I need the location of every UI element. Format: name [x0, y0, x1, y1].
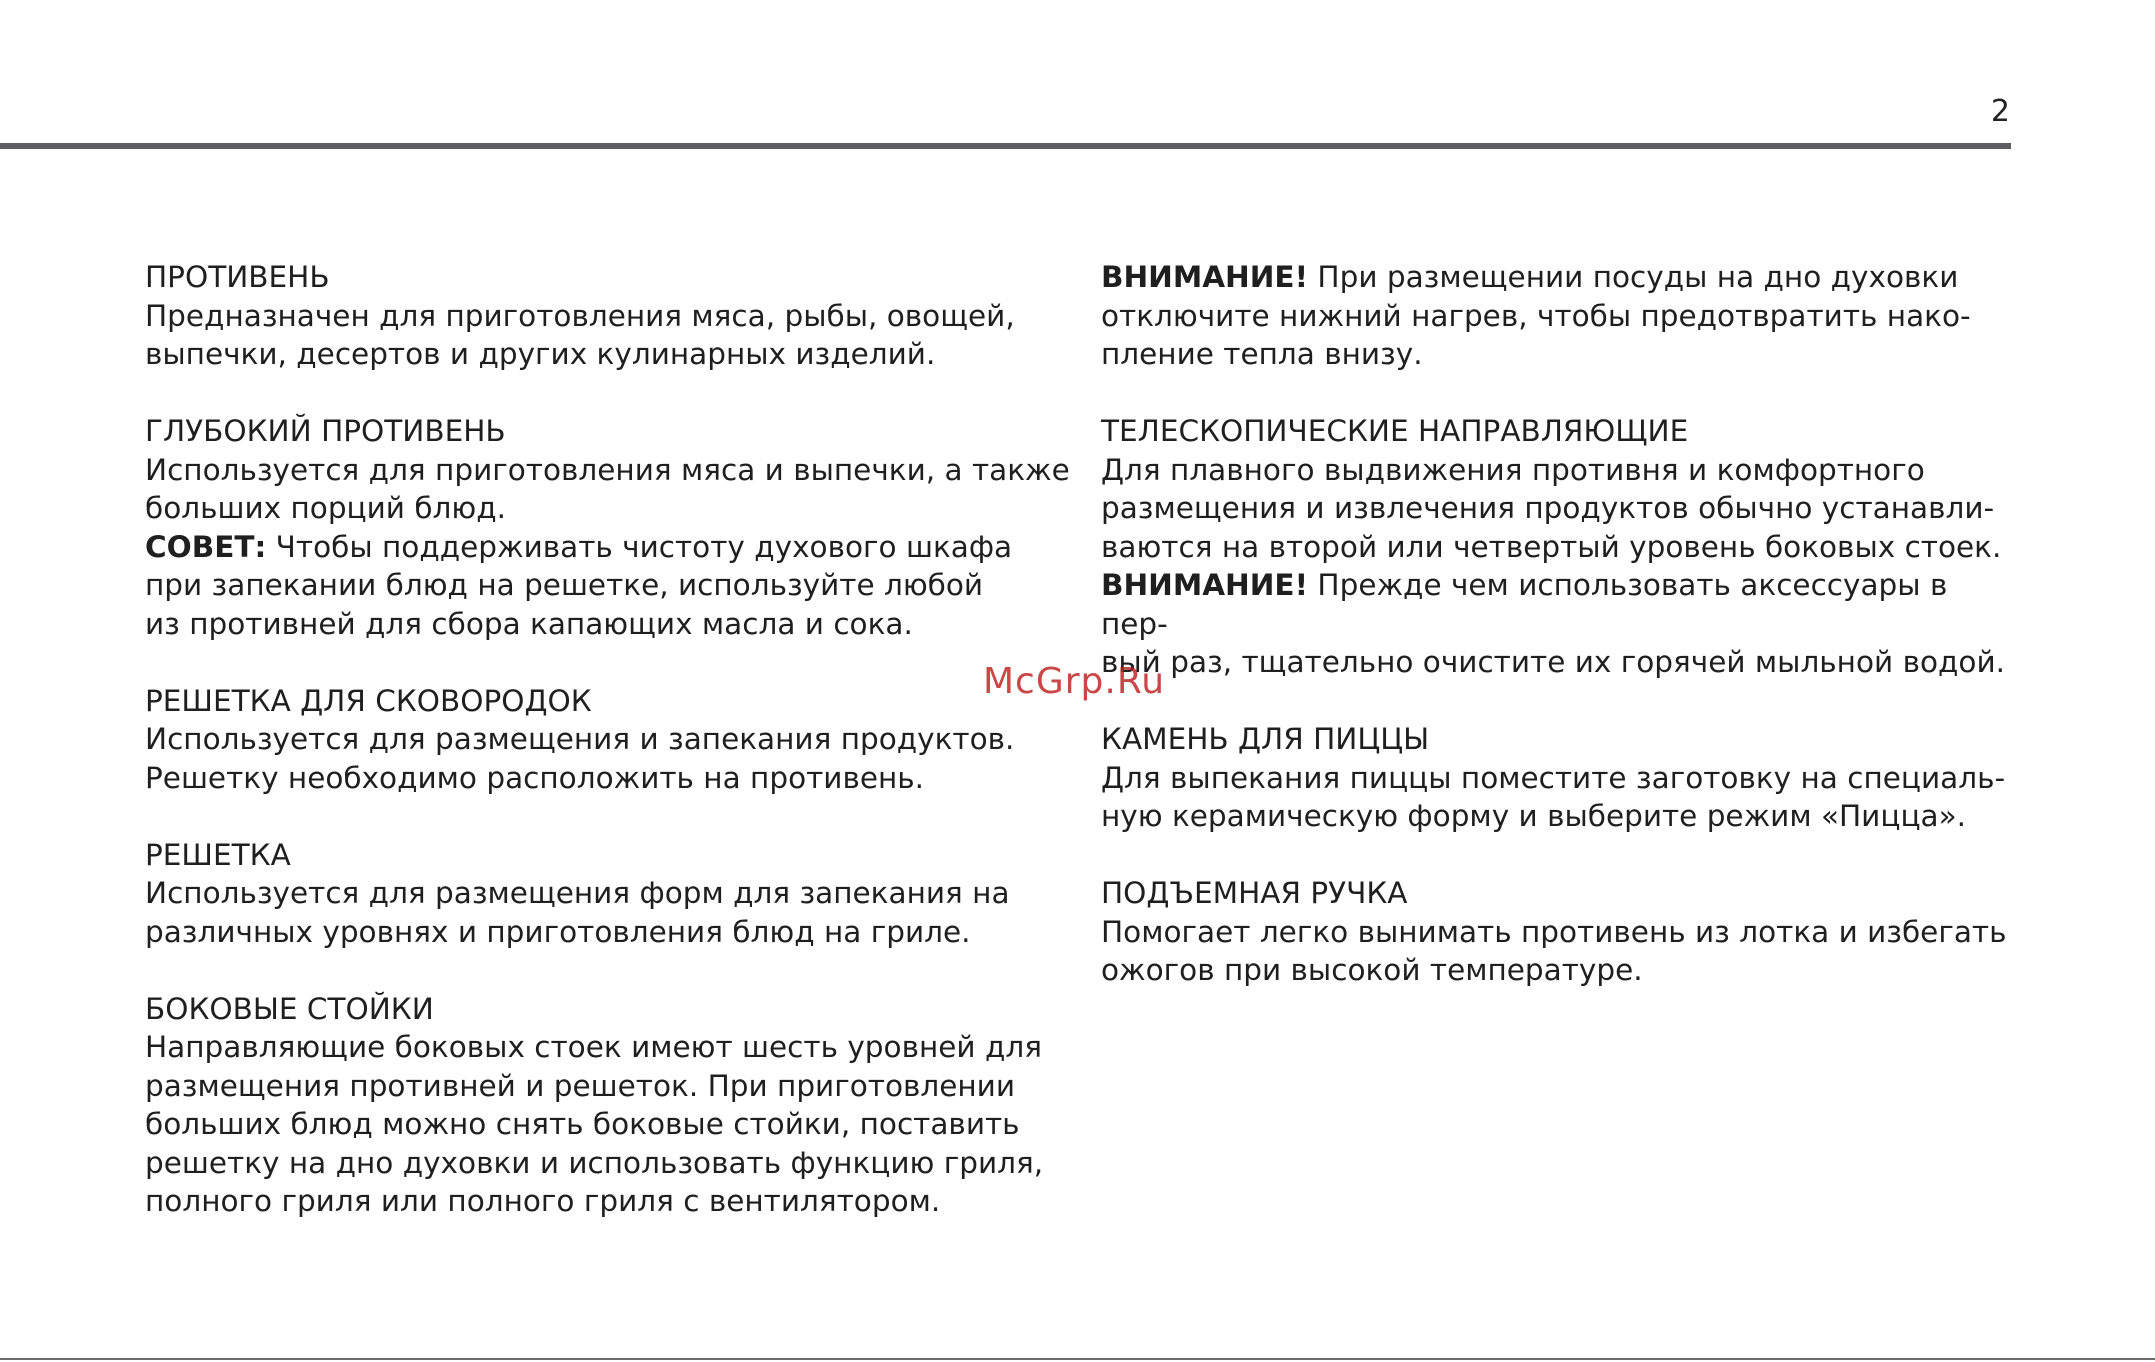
- warning-text: При размещении посуды на дно духовки отключите нижний нагрев, чтобы предотвратить нако- пление тепла внизу.: [1101, 260, 1971, 371]
- section-bottom-warning: [1101, 258, 2021, 374]
- watermark-text: McGrp.Ru: [983, 661, 1166, 702]
- section-heading: БОКОВЫЕ СТОЙКИ: [145, 991, 434, 1026]
- footer-rule: [0, 1358, 2155, 1360]
- warning-note: [1101, 566, 2021, 682]
- section-text: Используется для размещения и запекания продуктов. Решетку необходимо расположить на противень.: [145, 722, 1015, 795]
- section-text: Используется для размещения форм для запекания на различных уровнях и приготовления блюд на гриле.: [145, 876, 1010, 949]
- warning-label: ВНИМАНИЕ!: [1101, 260, 1309, 294]
- section-heading: ПРОТИВЕНЬ: [145, 260, 330, 294]
- section-text: Используется для приготовления мяса и выпечки, а также больших порций блюд.: [145, 452, 1070, 525]
- section-heading: РЕШЕТКА ДЛЯ СКОВОРОДОК: [145, 683, 592, 718]
- left-column: [145, 258, 1075, 1259]
- section-heading: ПОДЪЕМНАЯ РУЧКА: [1101, 876, 1408, 910]
- section-text: Направляющие боковых стоек имеют шесть уровней для размещения противней и решеток. При приготовлении больших блюд можно снять боковые стойки, поставить решетку на дно духовки и использовать функцию гриля, полного гриля или полного гриля с вентилятором.: [145, 1030, 1044, 1218]
- section-text: Предназначен для приготовления мяса, рыбы, овощей, выпечки, десертов и других кулинарных изделий.: [145, 298, 1015, 371]
- tip-text: Чтобы поддерживать чистоту духового шкафа при запекании блюд на решетке, используйте любой из противней для сбора капающих масла и сока.: [145, 529, 1013, 641]
- section-text: Для плавного выдвижения противня и комфортного размещения и извлечения продуктов обычно устанавли- ваются на второй или четвертый уровень боковых стоек.: [1101, 452, 2002, 564]
- section-pizza-stone: [1101, 720, 2021, 836]
- page-number: 2: [1990, 94, 2010, 129]
- tip-label: СОВЕТ:: [145, 529, 267, 564]
- section-heading: ГЛУБОКИЙ ПРОТИВЕНЬ: [145, 414, 506, 448]
- warning-text: Прежде чем использовать аксессуары в пер- вый раз, тщательно очистите их горячей мыльной водой.: [1101, 568, 2005, 679]
- warning-label: ВНИМАНИЕ!: [1101, 568, 1309, 602]
- section-heading: РЕШЕТКА: [145, 837, 291, 872]
- section-heading: КАМЕНЬ ДЛЯ ПИЦЦЫ: [1101, 722, 1430, 756]
- header-rule: [0, 143, 2011, 149]
- section-rack: [145, 836, 1075, 952]
- section-text: Помогает легко вынимать противень из лотка и избегать ожогов при высокой температуре.: [1101, 914, 2007, 987]
- section-text: Для выпекания пиццы поместите заготовку на специаль- ную керамическую форму и выберите режим «Пицца».: [1101, 760, 2006, 833]
- section-side-racks: [145, 990, 1075, 1221]
- section-telescopic-guides: [1101, 412, 2021, 682]
- section-pan-rack: [145, 682, 1075, 798]
- section-baking-tray: [145, 258, 1075, 374]
- section-lifting-handle: [1101, 874, 2021, 990]
- section-heading: ТЕЛЕСКОПИЧЕСКИЕ НАПРАВЛЯЮЩИЕ: [1101, 414, 1689, 448]
- right-column: [1101, 258, 2021, 1028]
- warning-note: [1101, 258, 2021, 374]
- section-deep-tray: [145, 412, 1075, 643]
- tip-note: [145, 528, 1075, 644]
